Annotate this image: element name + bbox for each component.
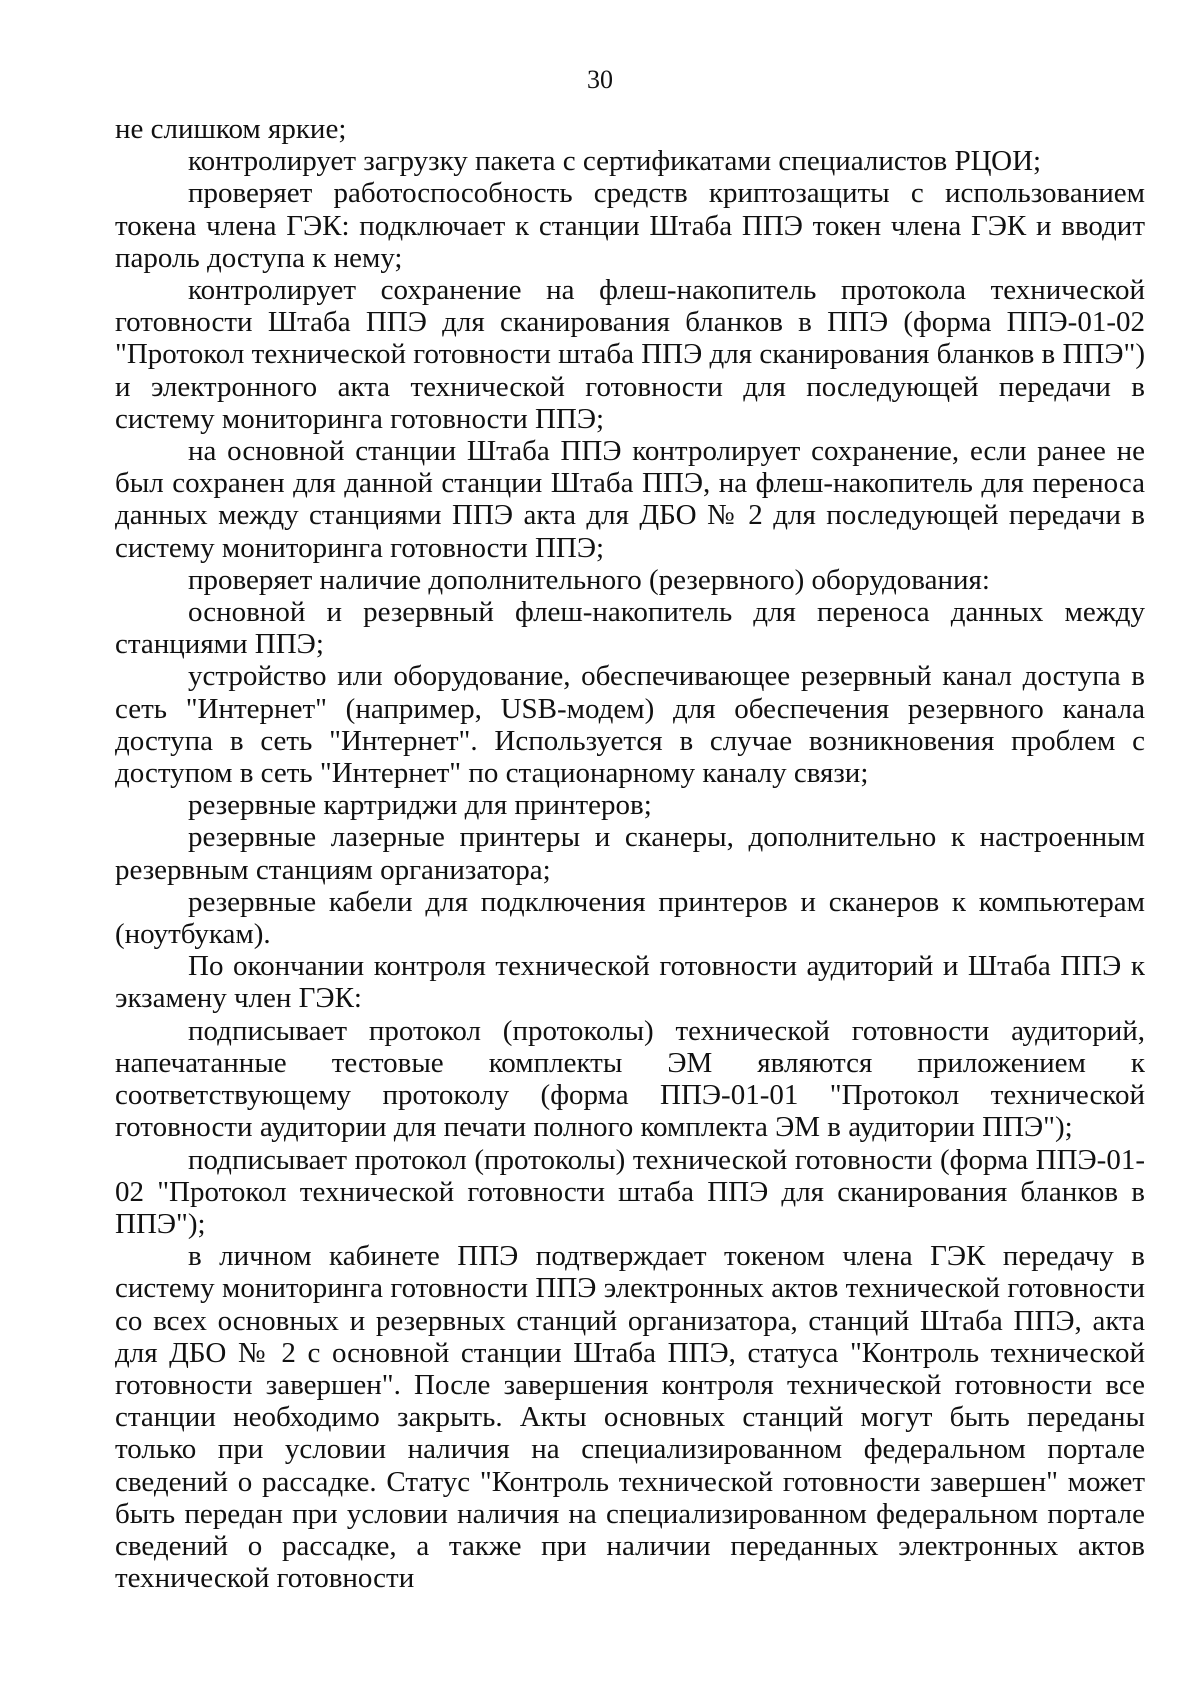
- document-body: [115, 113, 1145, 1594]
- page-number: 30: [587, 65, 613, 94]
- paragraph: резервные картриджи для принтеров;: [188, 789, 652, 822]
- paragraph: резервные кабели для подключения принтеров и сканеров к компьютерам (ноутбукам).: [115, 885, 1145, 951]
- paragraph: По окончании контроля технической готовности аудиторий и Штаба ППЭ к экзамену член ГЭК:: [115, 950, 1145, 1015]
- paragraph: основной и резервный флеш-накопитель для переноса данных между станциями ППЭ;: [115, 596, 1145, 661]
- paragraph: подписывает протокол (протоколы) технической готовности аудиторий, напечатанные тестовые комплекты ЭМ являются приложением к соответствующему протоколу (форма ППЭ-01-01 "Протокол технической готовности аудитории для печати полного комплекта ЭМ в аудитории ППЭ");: [115, 1014, 1145, 1144]
- paragraph: не слишком яркие;: [115, 113, 347, 145]
- paragraph: резервные лазерные принтеры и сканеры, дополнительно к настроенным резервным станциям организатора;: [115, 821, 1145, 886]
- paragraph: проверяет работоспособность средств криптозащиты с использованием токена члена ГЭК: подключает к станции Штаба ППЭ токен члена ГЭК и вводит пароль доступа к нему;: [115, 177, 1145, 274]
- paragraph: контролирует сохранение на флеш-накопитель протокола технической готовности Штаба ППЭ для сканирования бланков в ППЭ (форма ППЭ-01-02 "Протокол технической готовности штаба ППЭ для сканирования бланков в ППЭ") и электронного акта технической готовности для последующей передачи в систему мониторинга готовности ППЭ;: [115, 274, 1145, 435]
- paragraph: устройство или оборудование, обеспечивающее резервный канал доступа в сеть "Интернет" (например, USB-модем) для обеспечения резервного канала доступа в сеть "Интернет". Используется в случае возникновения проблем с доступом в сеть "Интернет" по стационарному каналу связи;: [115, 660, 1145, 790]
- paragraph: на основной станции Штаба ППЭ контролирует сохранение, если ранее не был сохранен для данной станции Штаба ППЭ, на флеш-накопитель для переноса данных между станциями ППЭ акта для ДБО № 2 для последующей передачи в систему мониторинга готовности ППЭ;: [115, 435, 1145, 564]
- paragraph: контролирует загрузку пакета с сертификатами специалистов РЦОИ;: [188, 145, 1042, 178]
- paragraph: проверяет наличие дополнительного (резервного) оборудования:: [188, 563, 990, 596]
- paragraph: в личном кабинете ППЭ подтверждает токеном члена ГЭК передачу в систему мониторинга готовности ППЭ электронных актов технической готовности со всех основных и резервных станций организатора, станций Штаба ППЭ, акта для ДБО № 2 с основной станции Штаба ППЭ, статуса "Контроль технической готовности завершен". После завершения контроля технической готовности все станции необходимо закрыть. Акты основных станций могут быть переданы только при условии наличия на специализированном федеральном портале сведений о рассадке. Статус "Контроль технической готовности завершен" может быть передан при условии наличия на специализированном федеральном портале сведений о рассадке, а также при наличии переданных электронных актов технической готовности: [115, 1240, 1145, 1595]
- paragraph: подписывает протокол (протоколы) технической готовности (форма ППЭ-01-02 "Протокол технической готовности штаба ППЭ для сканирования бланков в ППЭ");: [115, 1143, 1145, 1240]
